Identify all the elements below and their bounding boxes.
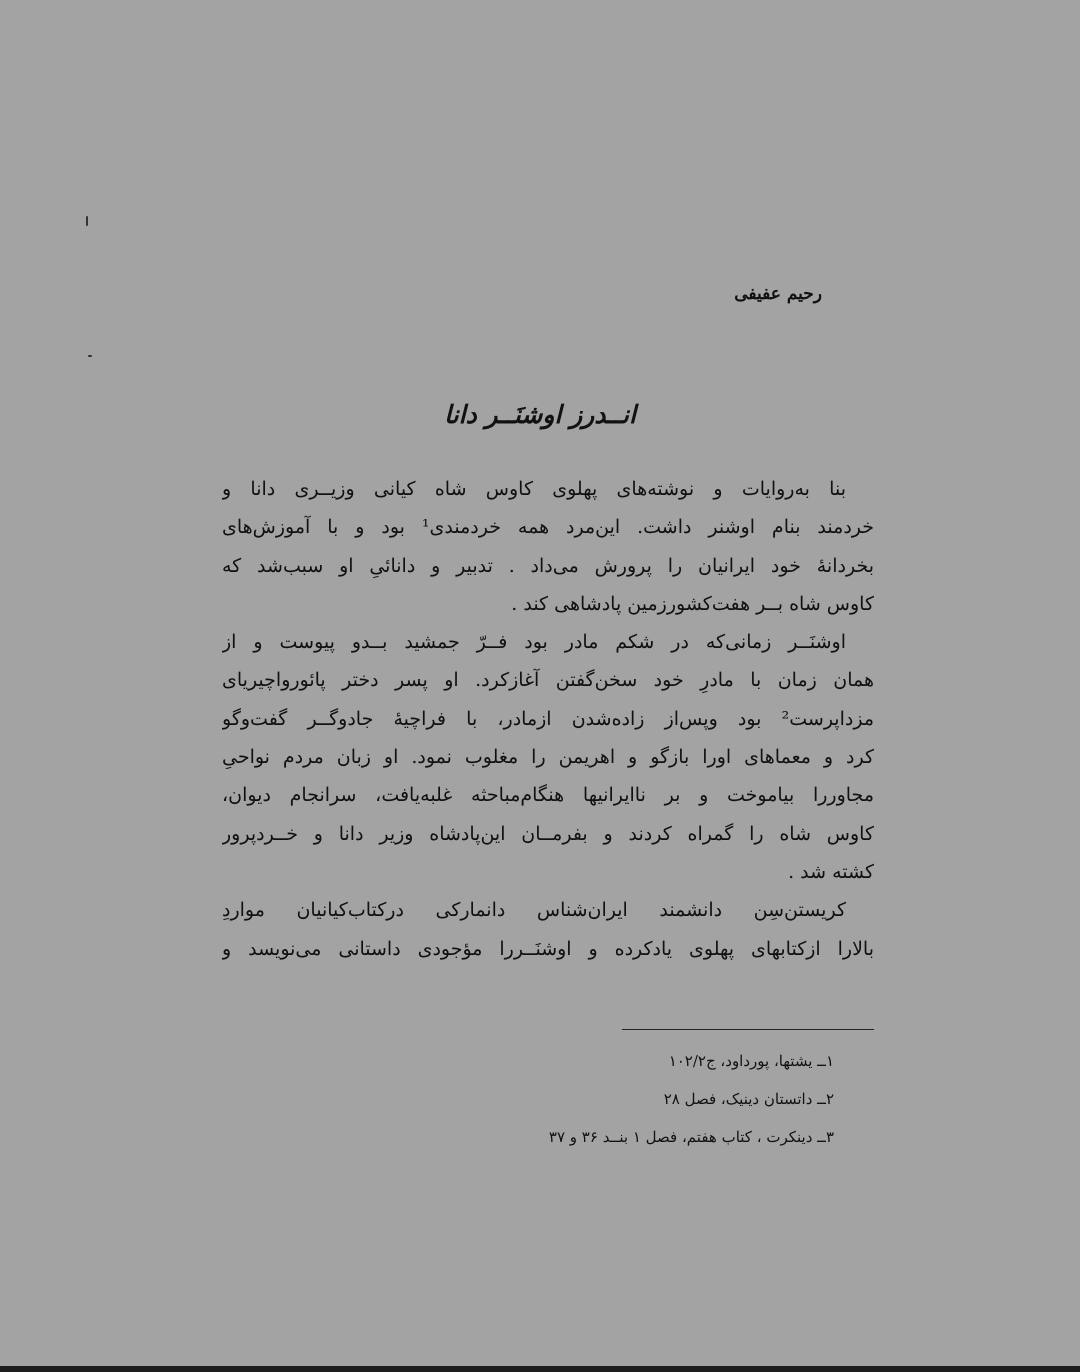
text-line: کاوس شاه را گمراه کردند و بفرمــان این‌پادشاه وزیر دانا و خــردپرور [222, 822, 874, 845]
text-line: خردمند بنام اوشنر داشت. این‌مرد همه خردمندی¹ بود و با آموزش‌های [222, 516, 874, 539]
text-line: مجاوررا بیاموخت و بر ناایرانیها هنگام‌مباحثه غلبه‌یافت، سرانجام دیوان، [222, 784, 874, 807]
scan-speck [86, 216, 88, 226]
text-line: اوشنَــر زمانی‌که در شکم مادر بود فــرّ جمشید بــدو پیوست و از [222, 631, 846, 654]
text-line: بالارا ازکتابهای پهلوی یادکرده و اوشنَــررا مؤجودی داستانی می‌نویسد و [222, 937, 874, 960]
body-text [222, 470, 874, 968]
footnote: ۲ــ داتستان دینیک، فصل ۲۸ [663, 1090, 834, 1108]
text-line: مزداپرست² بود وپس‌از زاده‌شدن ازمادر، با فراچیهٔ جادوگــر گفت‌وگو [222, 707, 874, 730]
text-line: کرد و معماهای اورا بازگو و اهریمن را مغلوب نمود. او زبان مردم نواحیِ [222, 746, 874, 769]
text-line: بخردانهٔ خود ایرانیان را پرورش می‌داد . تدبیر و دانائیِ او سبب‌شد که [222, 554, 874, 577]
text-line: بنا به‌روایات و نوشته‌های پهلوی کاوس شاه کیانی وزیــری دانا و [222, 478, 846, 500]
text-line: همان زمان با مادرِ خود سخن‌گفتن آغازکرد. او پسر دختر پائورواچیریای [222, 669, 874, 692]
footnote: ۳ــ دینکرت ، کتاب هفتم، فصل ۱ بنــد ۳۶ و ۳۷ [548, 1128, 834, 1146]
footnotes [549, 1042, 834, 1156]
scan-speck [88, 355, 92, 357]
scan-bottom-edge [0, 1366, 1080, 1372]
footnote: ۱ــ یشتها، پورداود، ج۱۰۲/۲ [668, 1052, 834, 1070]
text-line: کریستن‌سِن دانشمند ایران‌شناس دانمارکی درکتاب‌کیانیان مواردِ [222, 899, 846, 922]
footnote-divider [622, 1029, 874, 1030]
author-name: رحیم عفیفی [734, 284, 822, 304]
text-line: کشته شد . [788, 860, 874, 883]
text-line: کاوس شاه بــر هفت‌کشورزمین پادشاهی کند . [511, 592, 874, 615]
page-title: انــدرز اوشنَــر دانا [444, 400, 636, 429]
